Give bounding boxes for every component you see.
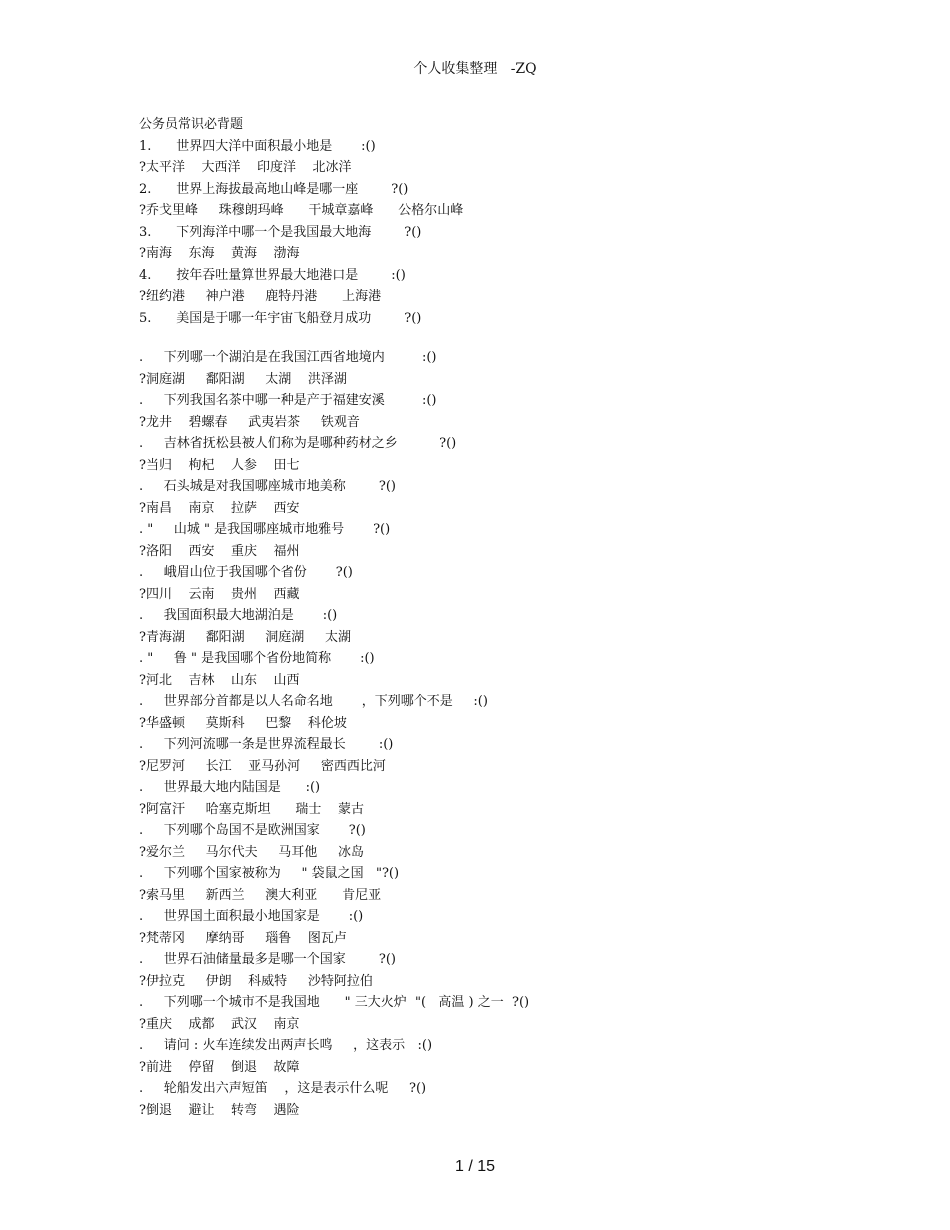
- question-line: . 下列哪个国家被称为 " 袋鼠之国 "?(): [139, 866, 400, 881]
- question-block-unnumbered: [139, 347, 839, 1121]
- question-line: . 世界最大地内陆国是 :(): [139, 780, 321, 795]
- answer-options-line: ?华盛顿 莫斯科 巴黎 科伦坡: [139, 715, 347, 731]
- question-line: 2. 世界上海拔最高地山峰是哪一座 ?(): [139, 181, 409, 197]
- page-header: 个人收集整理 -ZQ: [413, 61, 537, 77]
- question-line: 3. 下列海洋中哪一个是我国最大地海 ?(): [139, 224, 422, 240]
- answer-options-line: ?索马里 新西兰 澳大利亚 肯尼亚: [139, 887, 382, 903]
- document-body: [139, 114, 839, 1121]
- question-line: . 下列哪个岛国不是欧洲国家 ?(): [139, 823, 366, 838]
- question-line: . " 鲁 " 是我国哪个省份地简称 :(): [139, 651, 375, 666]
- question-line: 1. 世界四大洋中面积最小地是 :(): [139, 138, 376, 154]
- question-block-numbered: [139, 136, 839, 330]
- answer-options-line: ?前进 停留 倒退 故障: [139, 1059, 300, 1075]
- answer-options-line: ?四川 云南 贵州 西藏: [139, 586, 300, 602]
- answer-options-line: ?阿富汗 哈塞克斯坦 瑞士 蒙古: [139, 801, 364, 817]
- answer-options-line: ?洞庭湖 鄱阳湖 太湖 洪泽湖: [139, 371, 347, 387]
- question-line: . 我国面积最大地湖泊是 :(): [139, 608, 338, 623]
- answer-options-line: ?河北 吉林 山东 山西: [139, 672, 300, 688]
- question-line: . 下列哪一个湖泊是在我国江西省地境内 :(): [139, 350, 437, 365]
- question-line: . 下列我国名茶中哪一种是产于福建安溪 :(): [139, 393, 437, 408]
- question-line: . 请问 : 火车连续发出两声长鸣 ，这表示 :(): [139, 1038, 433, 1053]
- paragraph-gap: [139, 329, 839, 347]
- answer-options-line: ?南昌 南京 拉萨 西安: [139, 500, 300, 516]
- question-line: . 轮船发出六声短笛 ，这是表示什么呢 ?(): [139, 1081, 427, 1096]
- page-number: 1 / 15: [454, 1158, 496, 1175]
- question-line: . 下列河流哪一条是世界流程最长 :(): [139, 737, 394, 752]
- answer-options-line: ?伊拉克 伊朗 科威特 沙特阿拉伯: [139, 973, 373, 989]
- answer-options-line: ?爱尔兰 马尔代夫 马耳他 冰岛: [139, 844, 364, 860]
- question-line: . 吉林省抚松县被人们称为是哪种药材之乡 ?(): [139, 436, 457, 451]
- answer-options-line: ?纽约港 神户港 鹿特丹港 上海港: [139, 289, 382, 304]
- answer-options-line: ?太平洋 大西洋 印度洋 北冰洋: [139, 160, 352, 175]
- answer-options-line: ?尼罗河 长江 亚马孙河 密西西比河: [139, 758, 386, 774]
- answer-options-line: ?重庆 成都 武汉 南京: [139, 1016, 300, 1032]
- answer-options-line: ?梵蒂冈 摩纳哥 瑙鲁 图瓦卢: [139, 930, 347, 946]
- question-line: . 世界石油储量最多是哪一个国家 ?(): [139, 952, 396, 967]
- question-line: . 峨眉山位于我国哪个省份 ?(): [139, 565, 353, 580]
- answer-options-line: ?洛阳 西安 重庆 福州: [139, 543, 300, 559]
- question-line: . 世界部分首都是以人名命名地 ，下列哪个不是 :(): [139, 694, 488, 709]
- question-line: . " 山城 " 是我国哪座城市地雅号 ?(): [139, 522, 391, 537]
- document-title: 公务员常识必背题: [139, 117, 244, 132]
- answer-options-line: ?青海湖 鄱阳湖 洞庭湖 太湖: [139, 629, 351, 645]
- answer-options-line: ?龙井 碧螺春 武夷岩茶 铁观音: [139, 414, 360, 430]
- question-line: . 石头城是对我国哪座城市地美称 ?(): [139, 479, 396, 494]
- answer-options-line: ?南海 东海 黄海 渤海: [139, 246, 300, 261]
- question-line: 5. 美国是于哪一年宇宙飞船登月成功 ?(): [139, 310, 422, 326]
- answer-options-line: ?乔戈里峰 珠穆朗玛峰 干城章嘉峰 公格尔山峰: [139, 203, 464, 218]
- question-line: . 世界国土面积最小地国家是 :(): [139, 909, 364, 924]
- question-line: . 下列哪一个城市不是我国地 " 三大火炉 "( 高温 ) 之一 ?(): [139, 995, 530, 1010]
- answer-options-line: ?倒退 避让 转弯 遇险: [139, 1102, 300, 1118]
- question-line: 4. 按年吞吐量算世界最大地港口是 :(): [139, 267, 406, 283]
- answer-options-line: ?当归 枸杞 人参 田七: [139, 457, 300, 473]
